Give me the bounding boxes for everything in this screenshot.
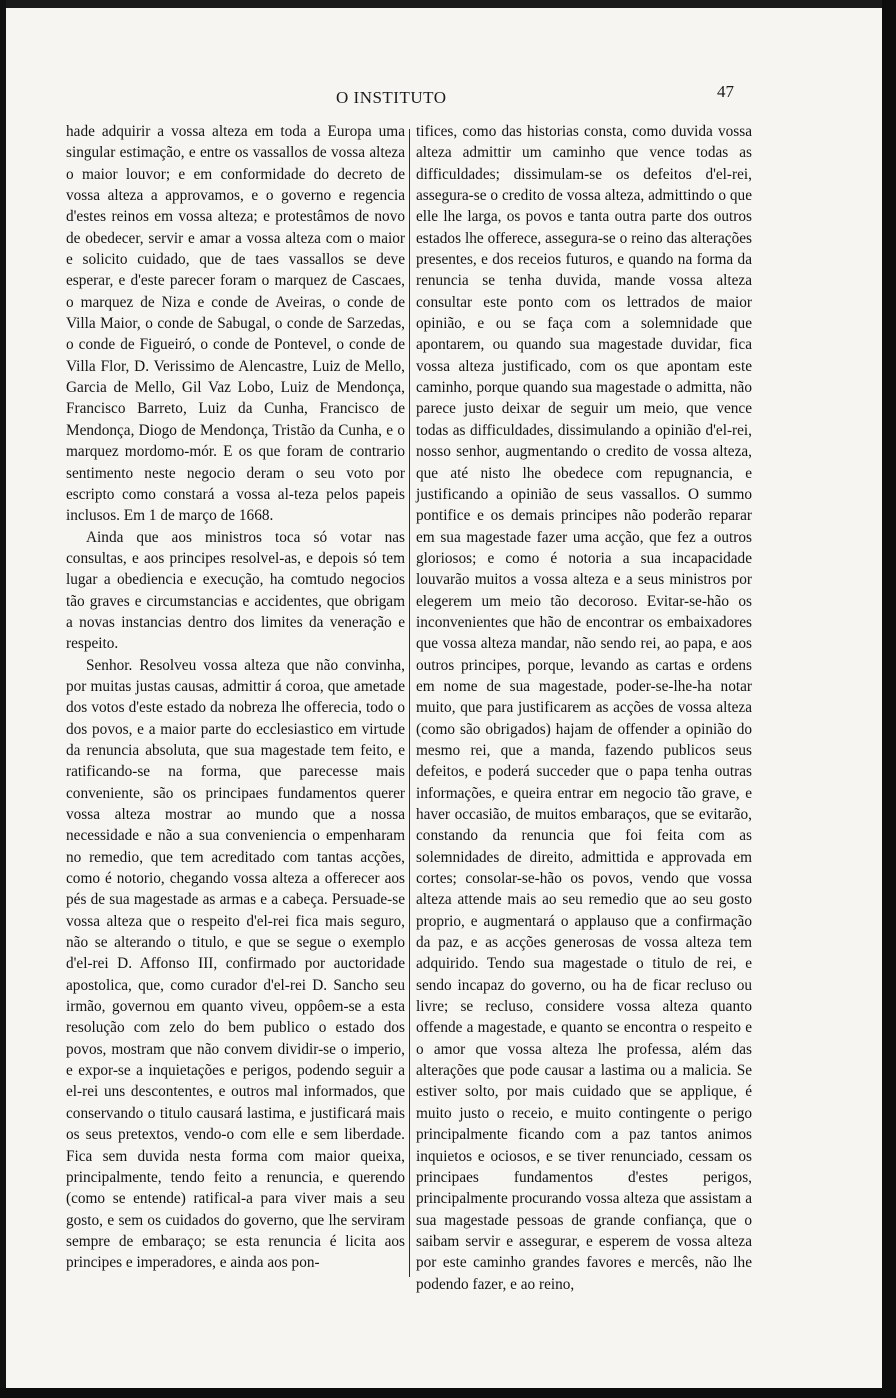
scan-border-top <box>0 0 896 8</box>
journal-title: O INSTITUTO <box>336 88 447 107</box>
paragraph: Ainda que aos ministros toca só votar nas consultas, e aos principes resolvel-as, e depois só tem lugar a obediencia e execução, ha comtudo negocios tão graves e circumstancias e accidentes, que obrigam a novas instancias dentro dos limites da veneração e respeito. <box>66 528 405 653</box>
left-column <box>66 121 405 1274</box>
right-column <box>416 121 752 1295</box>
page-number: 47 <box>717 82 734 101</box>
running-header <box>6 82 882 112</box>
column-divider <box>409 129 410 1277</box>
scan-border-right <box>882 0 896 1398</box>
paragraph: hade adquirir a vossa alteza em toda a Europa uma singular estimação, e entre os vassallos de vossa alteza o maior louvor; e em conformidade do decreto de vossa alteza a approvamos, e o governo e regencia d'estes reinos em vossa alteza; e protestâmos de novo de obedecer, servir e amar a vossa alteza com o maior e solicito cuidado, que de taes vassallos se deve esperar, e d'este parecer foram o marquez de Cascaes, o marquez de Niza e conde de Aveiras, o conde de Villa Maior, o conde de Sabugal, o conde de Sarzedas, o conde de Figueiró, o conde de Pontevel, o conde de Villa Flor, D. Verissimo de Alencastre, Luiz de Mello, Garcia de Mello, Gil Vaz Lobo, Luiz de Mendonça, Francisco Barreto, Luiz da Cunha, Francisco de Mendonça, Diogo de Mendonça, Tristão da Cunha, e o marquez mordomo-mór. E os que foram de contrario sentimento neste negocio deram o seu voto por escripto como constará a vossa al-teza pelos papeis inclusos. Em 1 de março de 1668. <box>66 123 405 525</box>
paragraph: Senhor. Resolveu vossa alteza que não convinha, por muitas justas causas, admittir á coroa, que ametade dos votos d'este estado da nobreza lhe offerecia, todo o dos povos, e a maior parte do ecclesiastico em virtude da renuncia absoluta, que sua magestade tem feito, e ratificando-se na forma, que parecesse mais conveniente, são os principaes fundamentos querer vossa alteza mostrar ao mundo que a nossa necessidade e não a sua conveniencia o empenharam no remedio, que tem acreditado com tantas acções, como é notorio, chegando vossa alteza a offerecer aos pés de sua magestade as armas e a cabeça. Persuade-se vossa alteza que o respeito d'el-rei fica mais seguro, não se alterando o titulo, e que se segue o exemplo d'el-rei D. Affonso III, confirmado por auctoridade apostolica, que, como curador d'el-rei D. Sancho seu irmão, governou em quanto viveu, oppôem-se a esta resolução com zelo do bem publico o estado dos povos, mostram que não convem dividir-se o imperio, e expor-se a inquietações e perigos, podendo seguir a el-rei uns descontentes, e outros mal informados, que conservando o titulo causará lastima, e justificará mais os seus pretextos, vendo-o com elle e sem liberdade. Fica sem duvida nesta forma com maior queixa, principalmente, tendo feito a renuncia, e querendo (como se entende) ratifical-a para viver mais a seu gosto, e sem os cuidados do governo, que lhe serviram sempre de embaraço; se esta renuncia é licita aos principes e imperadores, e ainda aos pon- <box>66 656 405 1272</box>
paragraph: tifices, como das historias consta, como duvida vossa alteza admittir um caminho que vence todas as difficuldades; dissimulam-se os defeitos d'el-rei, assegura-se o credito de vossa alteza, admittindo o que elle lhe larga, os povos e tanta outra parte dos outros estados lhe offerece, assegura-se o reino das alterações presentes, e dos receios futuros, e quando na forma da renuncia se tenha duvida, mande vossa alteza consultar este ponto com os lettrados de maior opinião, e ou se faça com a solemnidade que apontarem, ou quando sua magestade duvidar, fica vossa alteza justificado, com os que apontam este caminho, porque quando sua magestade o admitta, não parece justo deixar de seguir um meio, que vence todas as difficuldades, dissimulando a opinião d'el-rei, nosso senhor, augmentando o credito de vossa alteza, que até nisto lhe obedece com repugnancia, e justificando a opinião de seus vassallos. O summo pontifice e os demais principes não poderão reparar em sua magestade fazer uma acção, que fez a outros gloriosos; e como é notoria a sua incapacidade louvarão muitos a vossa alteza e a seus ministros por elegerem um meio tão decoroso. Evitar-se-hão os inconvenientes que hão de encontrar os embaixadores que vossa alteza mandar, não sendo rei, ao papa, e aos outros principes, porque, levando as cartas e ordens em nome de sua magestade, poder-se-lhe-ha notar muito, que para justificarem as acções de vossa alteza (como são obrigados) hajam de offender a opinião do mesmo rei, que a manda, fazendo publicos seus defeitos, e poderá succeder que o papa tenha outras informações, e queira entrar em negocio tão grave, e haver occasião, de muitos embaraços, que se evitarão, constando da renuncia que foi feita com as solemnidades de direito, admittida e approvada em cortes; consolar-se-hão os povos, vendo que vossa alteza attende mais ao seu remedio que ao seu gosto proprio, e augmentará o applauso que a confirmação da paz, e as acções generosas de vossa alteza tem adquirido. Tendo sua magestade o titulo de rei, e sendo incapaz do governo, ou ha de ficar recluso ou livre; se recluso, considere vossa alteza quanto offende a magestade, e quanto se encontra o respeito e o amor que vossa alteza lhe professa, além das alterações que pode causar a lastima ou a malicia. Se estiver solto, por mais cuidado que se applique, é muito justo o receio, e muito contingente o perigo principalmente ficando com a paz tantos animos inquietos e ociosos, e se tiver renunciado, cessam os principaes fundamentos d'estes perigos, principalmente procurando vossa alteza que assistam a sua magestade pessoas de grande confiança, que o saibam servir e assegurar, e esperem de vossa alteza por este caminho grandes favores e mercês, não lhe podendo fazer, e ao reino, <box>416 123 752 1293</box>
scan-border-bottom <box>0 1388 896 1398</box>
book-page <box>6 8 882 1388</box>
